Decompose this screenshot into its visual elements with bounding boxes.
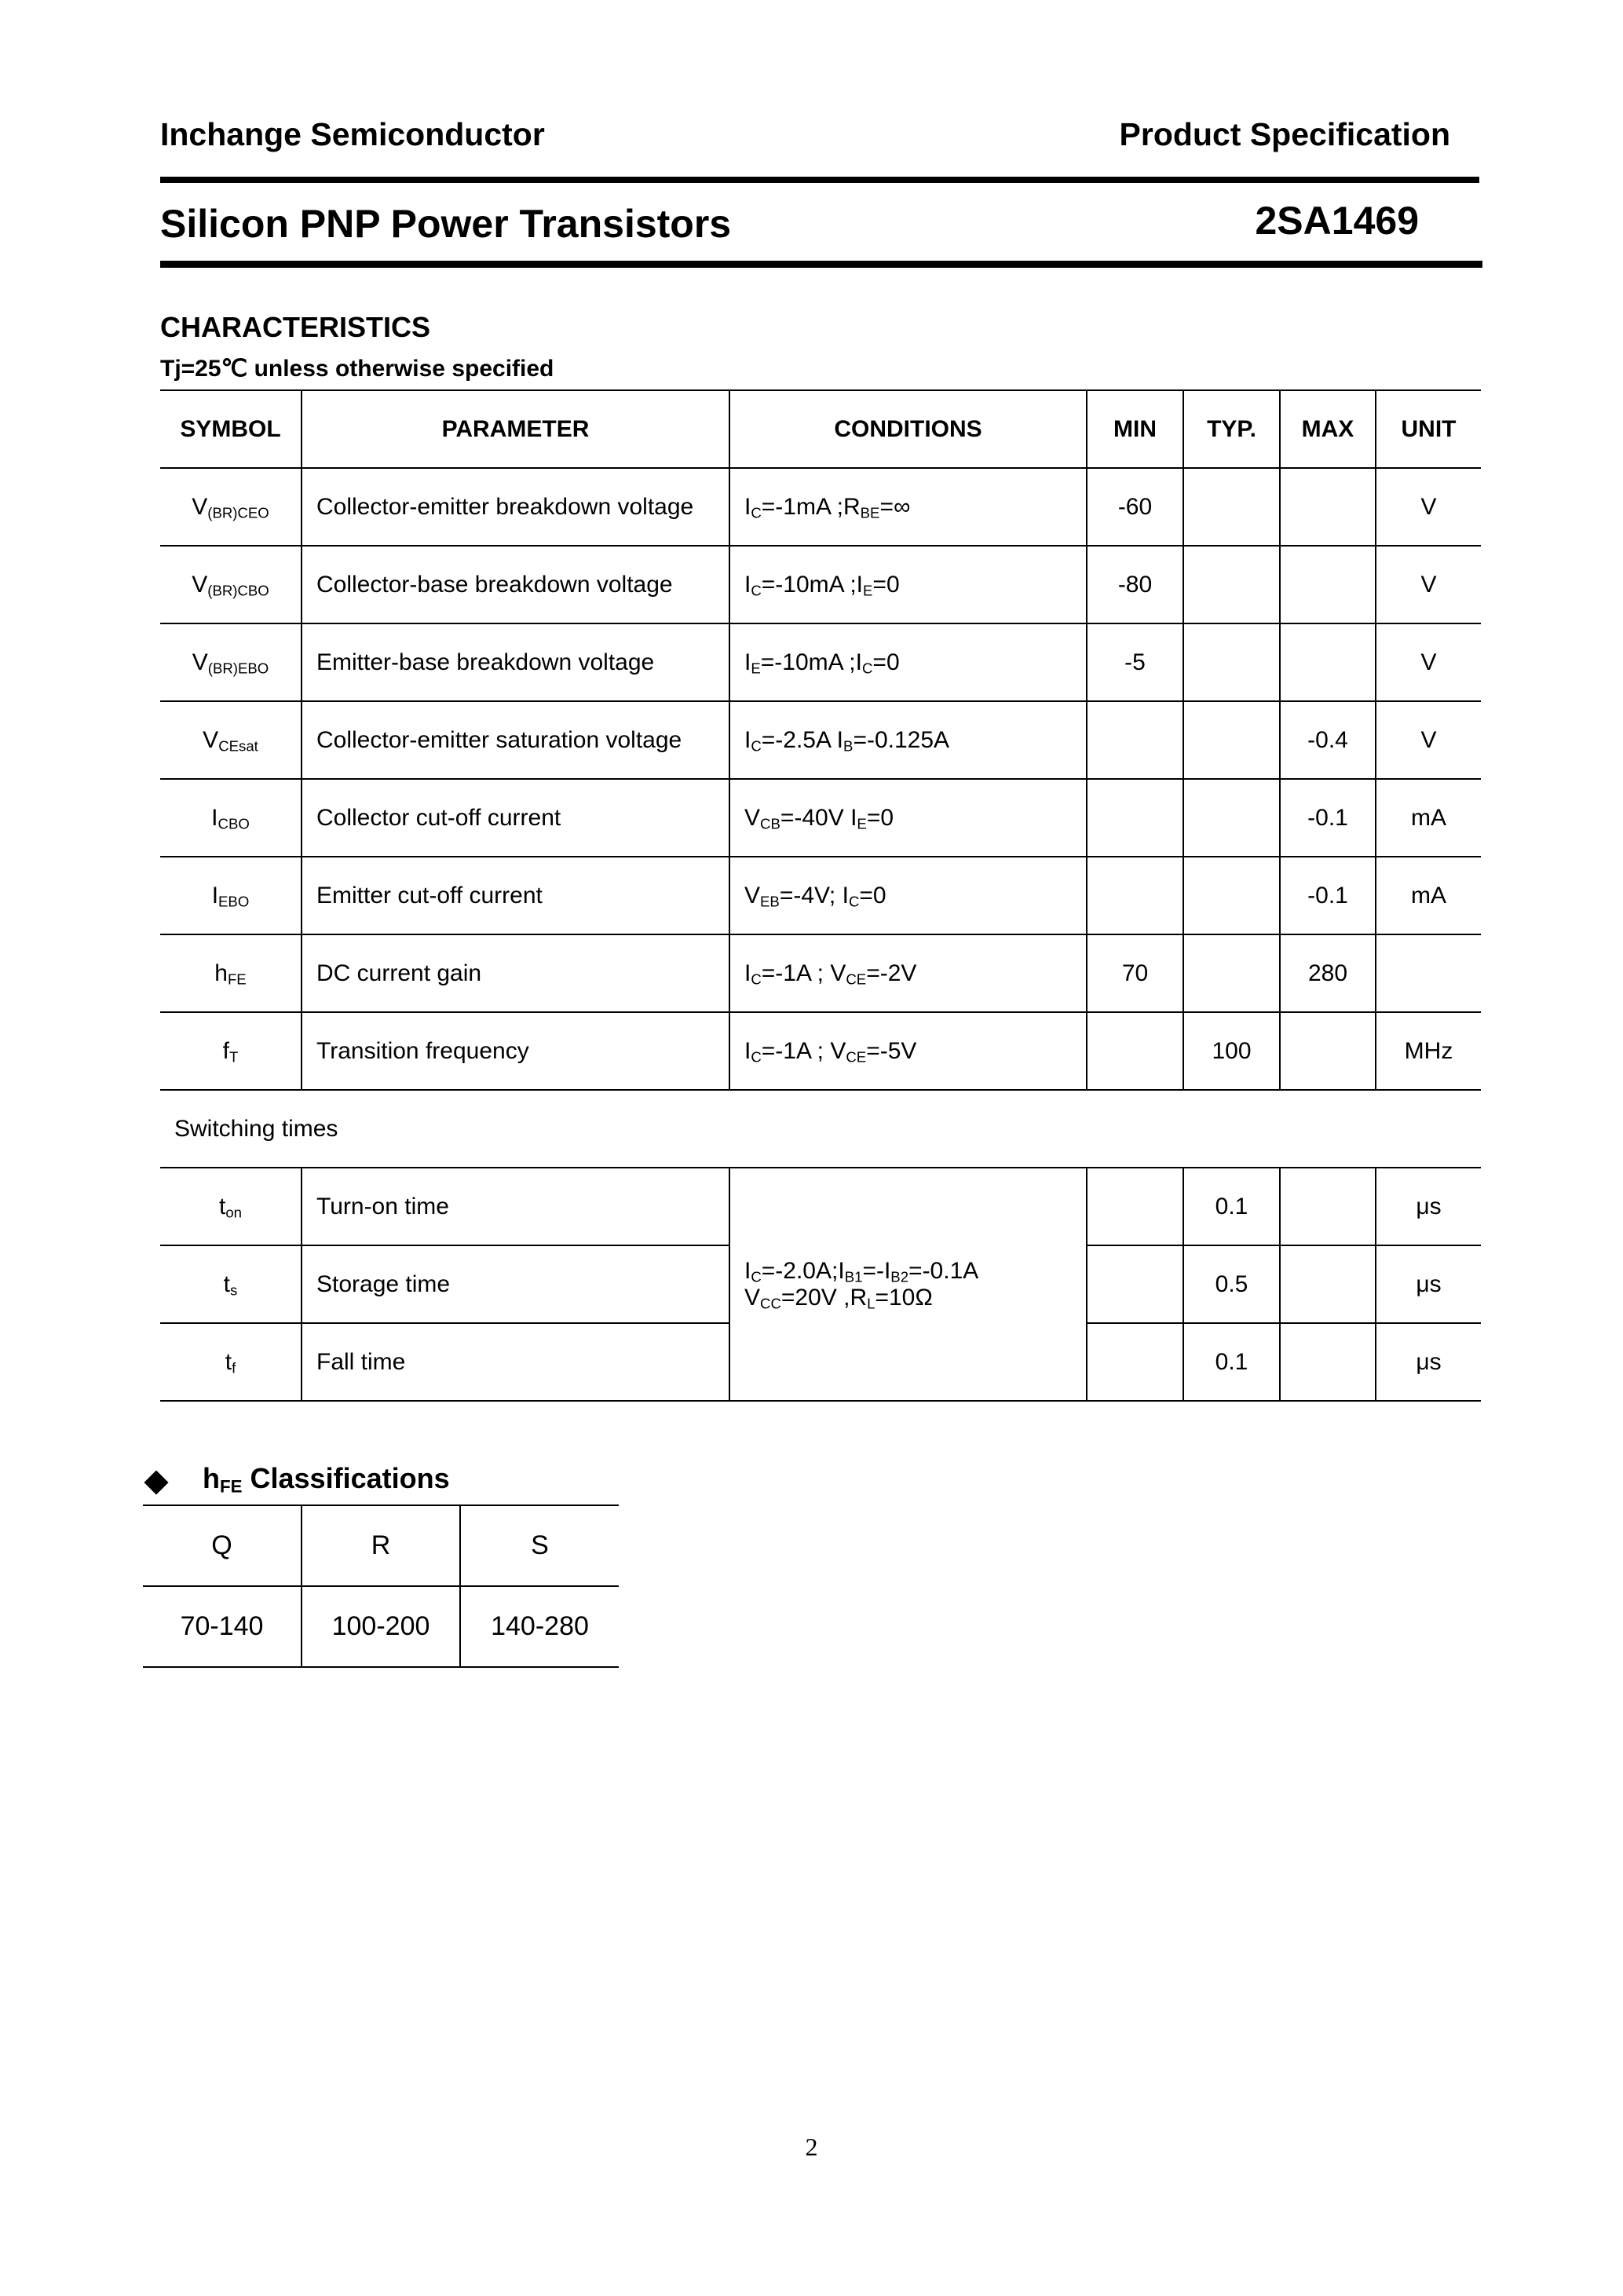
- typ-cell: 0.5: [1183, 1245, 1280, 1323]
- symbol-subscript: (BR)CEO: [207, 504, 269, 521]
- typ-cell: [1183, 623, 1280, 701]
- symbol-main: V: [203, 726, 219, 753]
- symbol-cell: [160, 623, 302, 701]
- condition-text: =10Ω: [875, 1284, 933, 1311]
- max-cell: -0.1: [1280, 857, 1376, 934]
- classification-header-row: [143, 1505, 619, 1586]
- condition-text: V: [744, 804, 761, 831]
- condition-text: I: [744, 1037, 751, 1064]
- condition-subscript: EB: [760, 893, 780, 910]
- condition-subscript: C: [861, 660, 873, 677]
- symbol-main: f: [222, 1037, 229, 1064]
- column-header: PARAMETER: [302, 390, 729, 468]
- max-cell: [1280, 623, 1376, 701]
- condition-text: =-2V: [866, 960, 917, 986]
- symbol-main: V: [192, 649, 208, 675]
- condition-text: I: [744, 649, 751, 675]
- max-cell: [1280, 1168, 1376, 1245]
- symbol-subscript: CBO: [217, 815, 250, 832]
- symbol-subscript: (BR)EBO: [207, 660, 269, 677]
- condition-text: =-40V I: [780, 804, 857, 831]
- symbol-subscript: EBO: [218, 893, 250, 910]
- parameter-cell: Emitter cut-off current: [302, 857, 729, 934]
- conditions-cell: [729, 546, 1087, 623]
- min-cell: 70: [1087, 934, 1183, 1012]
- condition-subscript: C: [751, 582, 762, 599]
- conditions-cell: [729, 1012, 1087, 1090]
- unit-cell: mA: [1376, 857, 1481, 934]
- min-cell: -80: [1087, 546, 1183, 623]
- condition-subscript: CC: [760, 1295, 781, 1312]
- condition-subscript: L: [867, 1295, 875, 1312]
- unit-cell: V: [1376, 623, 1481, 701]
- typ-cell: [1183, 857, 1280, 934]
- class-range: 70-140: [143, 1586, 302, 1667]
- condition-line: [744, 1258, 1086, 1285]
- unit-cell: MHz: [1376, 1012, 1481, 1090]
- condition-subscript: C: [751, 1268, 762, 1285]
- max-cell: 280: [1280, 934, 1376, 1012]
- symbol-main: t: [218, 1193, 226, 1219]
- condition-text: =-0.125A: [853, 726, 950, 753]
- condition-text: =-2.0A;I: [761, 1257, 845, 1284]
- unit-cell: V: [1376, 701, 1481, 779]
- condition-line: [744, 1285, 1086, 1311]
- switching-conditions-cell: [729, 1168, 1087, 1401]
- unit-cell: V: [1376, 468, 1481, 546]
- condition-subscript: C: [751, 737, 762, 755]
- parameter-cell: Turn-on time: [302, 1168, 729, 1245]
- condition-subscript: C: [751, 971, 762, 988]
- header-rule-bottom: [160, 261, 1482, 268]
- column-header: SYMBOL: [160, 390, 302, 468]
- symbol-subscript: CEsat: [218, 737, 258, 755]
- parameter-cell: Collector-emitter breakdown voltage: [302, 468, 729, 546]
- conditions-cell: [729, 934, 1087, 1012]
- table-row: [160, 934, 1481, 1012]
- symbol-main: V: [192, 493, 208, 520]
- table-row: [160, 546, 1481, 623]
- condition-text: =-10mA ;I: [760, 649, 862, 675]
- min-cell: [1087, 1323, 1183, 1401]
- column-header: TYP.: [1183, 390, 1280, 468]
- characteristics-table: [160, 389, 1481, 1402]
- symbol-subscript: FE: [227, 971, 247, 988]
- page-number: 2: [805, 2133, 818, 2161]
- column-header: CONDITIONS: [729, 390, 1087, 468]
- condition-subscript: B: [843, 737, 854, 755]
- min-cell: -60: [1087, 468, 1183, 546]
- condition-subscript: B1: [844, 1268, 863, 1285]
- symbol-cell: [160, 779, 302, 857]
- typ-cell: [1183, 468, 1280, 546]
- unit-cell: μs: [1376, 1323, 1481, 1401]
- condition-text: V: [744, 882, 761, 909]
- symbol-cell: [160, 1168, 302, 1245]
- symbol-main: t: [225, 1348, 232, 1375]
- symbol-cell: [160, 1245, 302, 1323]
- symbol-subscript: on: [225, 1204, 243, 1221]
- condition-text: =0: [872, 649, 900, 675]
- unit-cell: μs: [1376, 1245, 1481, 1323]
- column-header: UNIT: [1376, 390, 1481, 468]
- typ-cell: [1183, 546, 1280, 623]
- conditions-cell: [729, 701, 1087, 779]
- condition-subscript: E: [857, 815, 867, 832]
- unit-cell: μs: [1376, 1168, 1481, 1245]
- condition-subscript: C: [751, 1048, 762, 1066]
- symbol-main: V: [192, 571, 208, 598]
- parameter-cell: DC current gain: [302, 934, 729, 1012]
- class-label: S: [460, 1505, 619, 1586]
- condition-subscript: C: [848, 893, 860, 910]
- hfe-title-subscript: FE: [220, 1476, 243, 1497]
- condition-text: =0: [872, 571, 900, 598]
- conditions-cell: [729, 857, 1087, 934]
- symbol-subscript: s: [230, 1281, 238, 1299]
- classification-range-row: [143, 1586, 619, 1667]
- symbol-cell: [160, 701, 302, 779]
- hfe-classifications-title: [203, 1462, 450, 1495]
- column-header: MAX: [1280, 390, 1376, 468]
- min-cell: [1087, 1245, 1183, 1323]
- condition-text: =-2.5A I: [761, 726, 844, 753]
- condition-subscript: CB: [760, 815, 780, 832]
- table-row: [160, 701, 1481, 779]
- class-label: Q: [143, 1505, 302, 1586]
- parameter-cell: Collector-base breakdown voltage: [302, 546, 729, 623]
- condition-text: =-5V: [866, 1037, 917, 1064]
- class-label: R: [302, 1505, 460, 1586]
- condition-text: =-I: [862, 1257, 891, 1284]
- symbol-main: t: [223, 1270, 231, 1297]
- symbol-cell: [160, 1012, 302, 1090]
- condition-text: =20V ,R: [780, 1284, 868, 1311]
- unit-cell: mA: [1376, 779, 1481, 857]
- condition-subscript: E: [863, 582, 873, 599]
- document-type: Product Specification: [1119, 116, 1450, 152]
- part-number: 2SA1469: [1255, 199, 1419, 243]
- condition-text: I: [744, 960, 751, 986]
- condition-subscript: BE: [860, 504, 880, 521]
- condition-subscript: C: [751, 504, 762, 521]
- parameter-cell: Transition frequency: [302, 1012, 729, 1090]
- symbol-cell: [160, 857, 302, 934]
- condition-text: =0: [859, 882, 886, 909]
- test-condition: Tj=25℃ unless otherwise specified: [160, 356, 554, 382]
- max-cell: [1280, 1323, 1376, 1401]
- conditions-cell: [729, 623, 1087, 701]
- symbol-cell: [160, 546, 302, 623]
- condition-text: =-10mA ;I: [761, 571, 864, 598]
- parameter-cell: Storage time: [302, 1245, 729, 1323]
- parameter-cell: Collector cut-off current: [302, 779, 729, 857]
- min-cell: -5: [1087, 623, 1183, 701]
- symbol-subscript: f: [232, 1359, 236, 1377]
- max-cell: -0.4: [1280, 701, 1376, 779]
- symbol-cell: [160, 468, 302, 546]
- condition-text: =-1A ; V: [761, 1037, 846, 1064]
- max-cell: [1280, 546, 1376, 623]
- symbol-subscript: T: [228, 1048, 239, 1066]
- condition-text: I: [744, 571, 751, 598]
- diamond-bullet-icon: [144, 1470, 168, 1494]
- condition-text: =-4V; I: [779, 882, 849, 909]
- condition-subscript: E: [751, 660, 761, 677]
- condition-subscript: CE: [846, 1048, 867, 1066]
- company-name: Inchange Semiconductor: [160, 116, 545, 152]
- table-row: [160, 623, 1481, 701]
- table-row: [160, 779, 1481, 857]
- typ-cell: 0.1: [1183, 1323, 1280, 1401]
- unit-cell: [1376, 934, 1481, 1012]
- condition-text: =∞: [879, 493, 911, 520]
- conditions-cell: [729, 468, 1087, 546]
- condition-text: =-1A ; V: [761, 960, 846, 986]
- condition-text: =0: [866, 804, 894, 831]
- condition-text: V: [744, 1284, 761, 1311]
- typ-cell: [1183, 701, 1280, 779]
- max-cell: -0.1: [1280, 779, 1376, 857]
- section-title: CHARACTERISTICS: [160, 311, 431, 343]
- typ-cell: 100: [1183, 1012, 1280, 1090]
- typ-cell: [1183, 779, 1280, 857]
- column-header: MIN: [1087, 390, 1183, 468]
- hfe-title-symbol: h: [203, 1462, 220, 1494]
- min-cell: [1087, 1168, 1183, 1245]
- condition-text: I: [744, 493, 751, 520]
- max-cell: [1280, 1012, 1376, 1090]
- switching-times-label: Switching times: [160, 1090, 1481, 1168]
- max-cell: [1280, 468, 1376, 546]
- min-cell: [1087, 1012, 1183, 1090]
- class-range: 100-200: [302, 1586, 460, 1667]
- condition-text: =-1mA ;R: [761, 493, 861, 520]
- parameter-cell: Fall time: [302, 1323, 729, 1401]
- condition-text: I: [744, 726, 751, 753]
- class-range: 140-280: [460, 1586, 619, 1667]
- min-cell: [1087, 701, 1183, 779]
- switching-times-row: [160, 1090, 1481, 1168]
- min-cell: [1087, 857, 1183, 934]
- symbol-subscript: (BR)CBO: [207, 582, 269, 599]
- product-line-title: Silicon PNP Power Transistors: [160, 202, 732, 246]
- table-row: [160, 857, 1481, 934]
- table-row: [160, 1012, 1481, 1090]
- condition-subscript: CE: [846, 971, 867, 988]
- table-row: [160, 468, 1481, 546]
- typ-cell: [1183, 934, 1280, 1012]
- min-cell: [1087, 779, 1183, 857]
- hfe-title-text: Classifications: [242, 1462, 450, 1494]
- symbol-main: I: [211, 804, 218, 831]
- symbol-cell: [160, 1323, 302, 1401]
- unit-cell: V: [1376, 546, 1481, 623]
- table-header-row: [160, 390, 1481, 468]
- condition-text: =-0.1A: [908, 1257, 979, 1284]
- parameter-cell: Collector-emitter saturation voltage: [302, 701, 729, 779]
- symbol-main: h: [214, 960, 228, 986]
- symbol-main: I: [211, 882, 219, 909]
- condition-text: I: [744, 1257, 751, 1284]
- typ-cell: 0.1: [1183, 1168, 1280, 1245]
- max-cell: [1280, 1245, 1376, 1323]
- condition-subscript: B2: [890, 1268, 909, 1285]
- table-row: [160, 1168, 1481, 1245]
- parameter-cell: Emitter-base breakdown voltage: [302, 623, 729, 701]
- header-rule-top: [160, 177, 1479, 183]
- conditions-cell: [729, 779, 1087, 857]
- hfe-classification-table: [143, 1504, 619, 1668]
- symbol-cell: [160, 934, 302, 1012]
